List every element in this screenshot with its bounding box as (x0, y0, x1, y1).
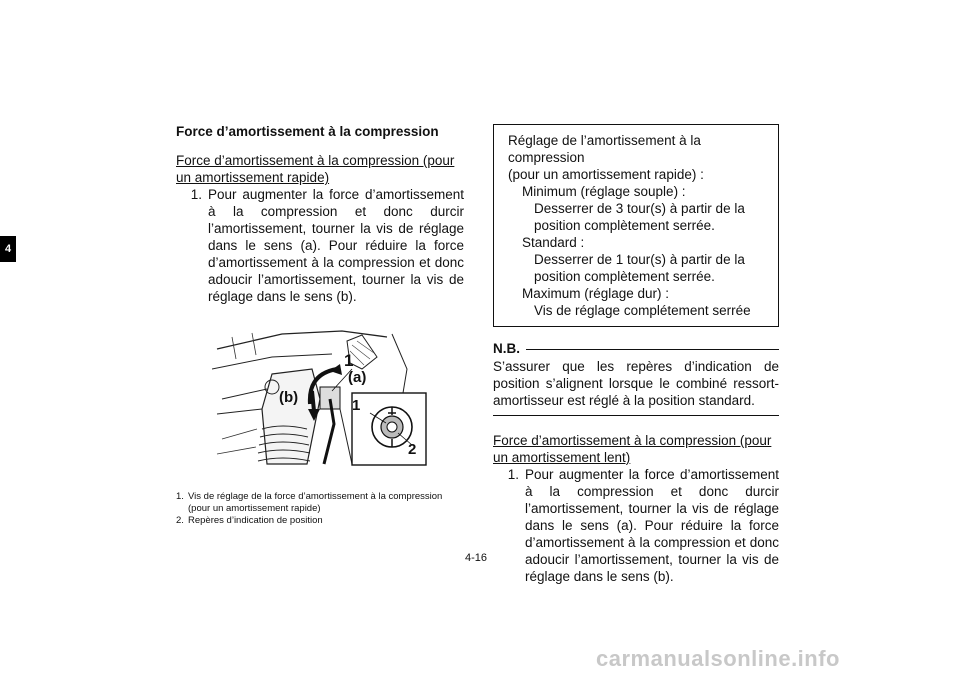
label-2: 2 (408, 441, 417, 458)
figure-drawing (212, 329, 428, 467)
caption-text: Repères d’indication de position (188, 515, 323, 526)
spec-std-value: Desserrer de 1 tour(s) à partir de la position complètement serrée. (534, 252, 745, 284)
step-item (493, 466, 779, 585)
section-title: Force d’amortissement à la compression (176, 124, 439, 139)
label-a: (a) (348, 369, 367, 386)
step-number: 1. (507, 467, 519, 482)
spec-min-value: Desserrer de 3 tour(s) à partir de la position complètement serrée. (534, 201, 745, 233)
caption-item (176, 515, 464, 527)
subheading-slow: Force d’amortissement à la compression (pour un amortissement lent) (493, 433, 772, 465)
caption-number: 1. (176, 491, 184, 502)
note-bottom-rule (493, 415, 779, 416)
spec-title-line2: (pour un amortissement rapide) : (508, 167, 704, 182)
spec-std-label: Standard : (522, 235, 585, 250)
label-b: (b) (279, 389, 299, 406)
step-text: Pour augmenter la force d’amortissement à la compression et donc durcir l’amortissement, tourner la vis de réglage dans le sens (a). Pour réduire la force d’amortissement à la compression et donc adoucir l’amortissement, tourner la vis de réglage dans le sens (b). (208, 187, 464, 304)
note-text: S’assurer que les repères d’indication de position s’alignent lorsque le combiné ressort-amortisseur est réglé à la position standard. (493, 359, 779, 408)
note-block (493, 341, 779, 416)
page-number: 4-16 (465, 552, 488, 564)
spec-min-label: Minimum (réglage souple) : (522, 184, 686, 199)
step-number: 1. (190, 187, 202, 202)
slow-section (493, 432, 779, 585)
figure-captions (176, 491, 464, 527)
note-heading (493, 341, 779, 356)
spec-title-line1: Réglage de l’amortissement à la compression (508, 133, 701, 165)
subheading-rapid: Force d’amortissement à la compression (pour un amortissement rapide) (176, 153, 455, 185)
spec-box (493, 124, 779, 327)
step-text: Pour augmenter la force d’amortissement à la compression et donc durcir l’amortissement, tourner la vis de réglage dans le sens (a). Pour réduire la force d’amortissement à la compression et donc adoucir l’amortissement, tourner la vis de réglage dans le sens (b). (525, 467, 779, 584)
left-column (176, 124, 464, 527)
label-1-inset: 1 (352, 397, 361, 414)
shock-absorber-illustration (212, 329, 428, 467)
caption-number: 2. (176, 515, 184, 526)
caption-item (176, 491, 464, 515)
spec-max-value: Vis de réglage complétement serrée (534, 303, 751, 318)
watermark: carmanualsonline.info (596, 646, 840, 671)
right-column (493, 124, 779, 585)
step-item (176, 186, 464, 305)
note-rule (526, 349, 779, 350)
note-title: N.B. (493, 341, 520, 356)
label-1-top: 1 (344, 351, 354, 370)
chapter-tab: 4 (0, 236, 16, 262)
spec-max-label: Maximum (réglage dur) : (522, 286, 670, 301)
caption-text: Vis de réglage de la force d’amortissement à la compression (pour un amortissement rapide) (188, 491, 443, 514)
